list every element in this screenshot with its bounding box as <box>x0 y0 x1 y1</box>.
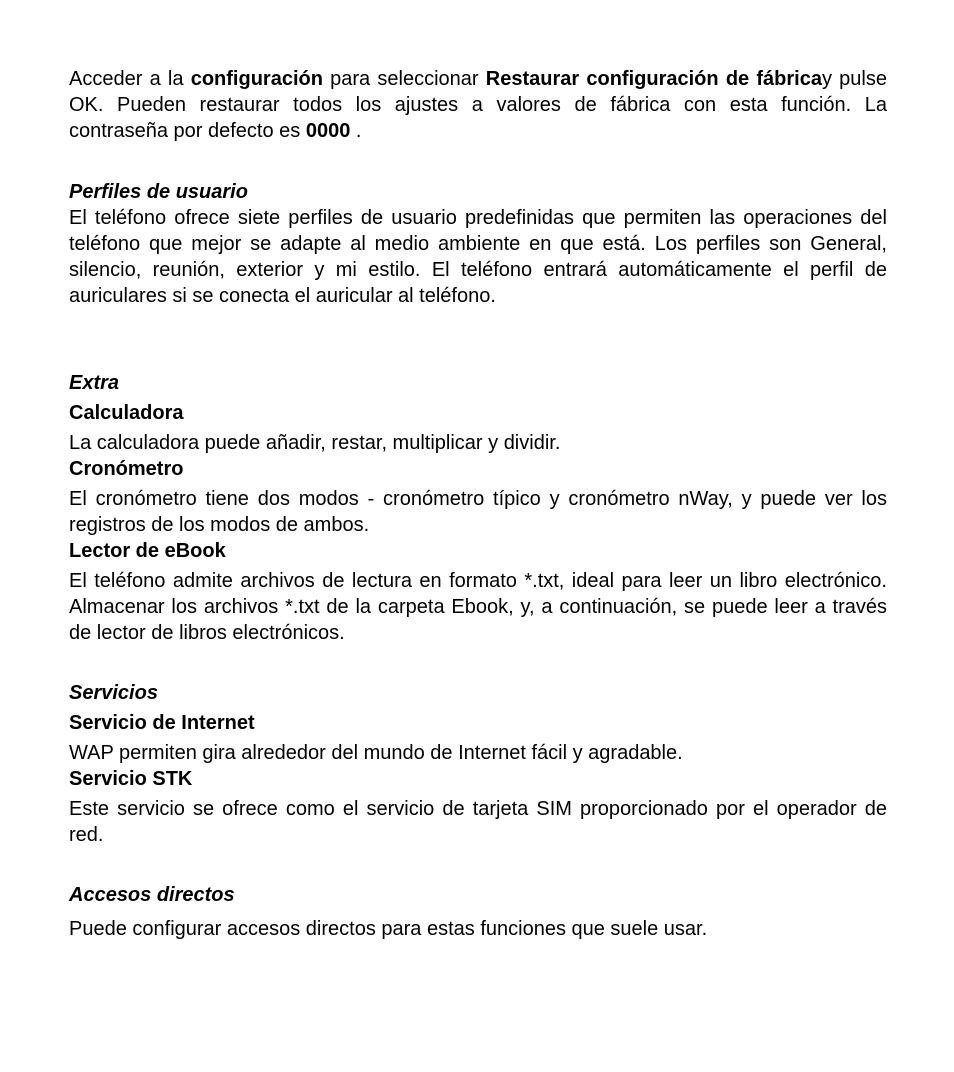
internet-title: Servicio de Internet <box>69 712 255 734</box>
intro-text-3: y pulse OK. Pueden restaurar todos los ajustes a valores de fábrica con esta función. La contraseña por defecto es <box>69 68 887 142</box>
stk-title: Servicio STK <box>69 768 193 790</box>
ebook-paragraph: El teléfono admite archivos de lectura en formato *.txt, ideal para leer un libro electrónico. Almacenar los archivos *.txt de la carpeta Ebook, y, a continuación, se puede leer a través de lector de libros electrónicos. <box>69 570 887 644</box>
accesos-heading: Accesos directos <box>69 884 235 906</box>
intro-text-4: . <box>350 120 362 142</box>
intro-bold-restaurar: Restaurar configuración de fábrica <box>485 68 822 90</box>
ebook-title: Lector de eBook <box>69 540 226 562</box>
cronometro-title: Cronómetro <box>69 458 184 480</box>
calculadora-title: Calculadora <box>69 402 184 424</box>
extra-heading: Extra <box>69 372 120 394</box>
internet-paragraph: WAP permiten gira alrededor del mundo de Internet fácil y agradable. <box>69 742 683 764</box>
perfiles-heading: Perfiles de usuario <box>69 181 248 203</box>
intro-bold-configuracion: configuración <box>190 68 323 90</box>
intro-bold-password: 0000 <box>305 120 351 142</box>
cronometro-paragraph: El cronómetro tiene dos modos - cronómetro típico y cronómetro nWay, y puede ver los registros de los modos de ambos. <box>69 488 887 536</box>
accesos-paragraph: Puede configurar accesos directos para estas funciones que suele usar. <box>69 918 708 940</box>
calculadora-paragraph: La calculadora puede añadir, restar, multiplicar y dividir. <box>69 432 561 454</box>
servicios-heading: Servicios <box>69 682 158 704</box>
intro-text-2: para seleccionar <box>322 68 486 90</box>
intro-paragraph <box>69 66 887 144</box>
perfiles-paragraph: El teléfono ofrece siete perfiles de usuario predefinidas que permiten las operaciones del teléfono que mejor se adapte al medio ambiente en que está. Los perfiles son General, silencio, reunión, exterior y mi estilo. El teléfono entrará automáticamente el perfil de auriculares si se conecta el auricular al teléfono. <box>69 207 887 307</box>
stk-paragraph: Este servicio se ofrece como el servicio de tarjeta SIM proporcionado por el operador de red. <box>69 798 887 846</box>
document-page <box>69 66 887 942</box>
intro-text-1: Acceder a la <box>69 68 191 90</box>
